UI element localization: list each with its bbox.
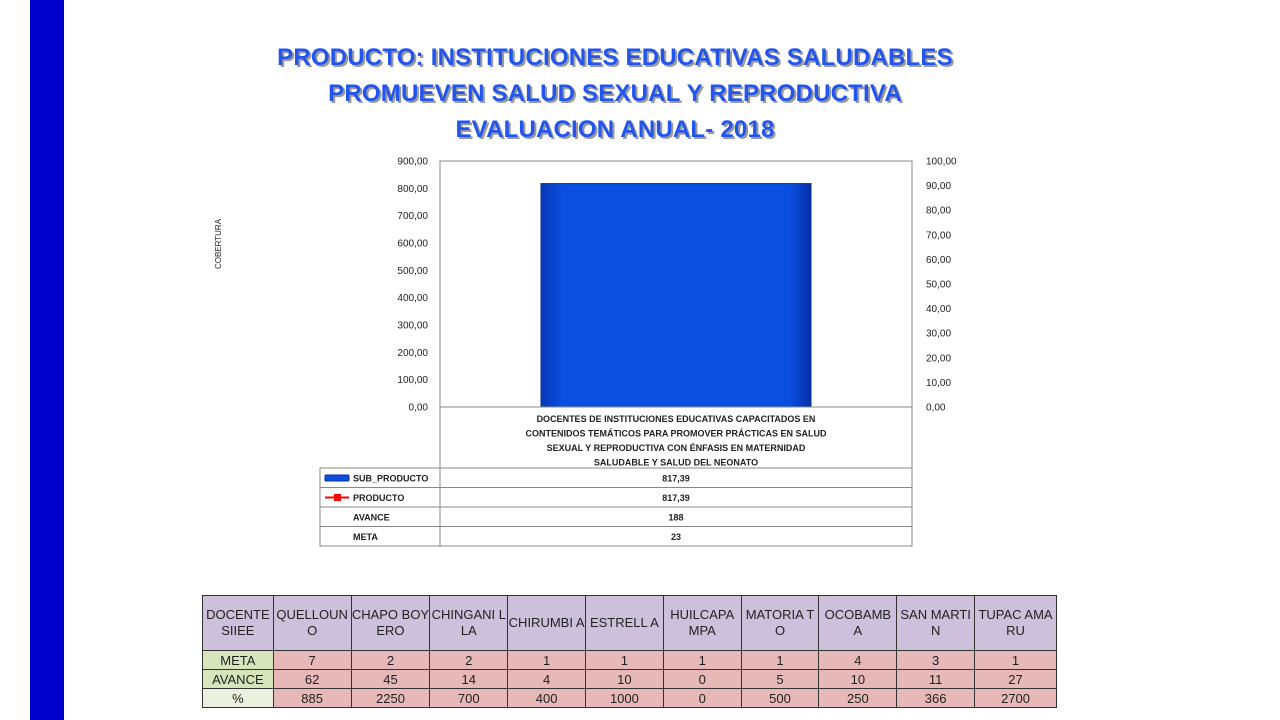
data-label: 23 (670, 532, 682, 542)
column-header: CHIRUMBI A (508, 596, 586, 651)
row-label: META (203, 651, 274, 670)
y2-tick-label: 60,00 (926, 254, 952, 266)
y2-tick-label: 20,00 (926, 353, 952, 365)
column-header: CHAPO BOYERO (351, 596, 430, 651)
table-cell: 250 (819, 689, 897, 708)
legend-label: AVANCE (353, 512, 390, 523)
y-tick-label: 100,00 (397, 375, 428, 387)
table-cell: 62 (273, 670, 351, 689)
category-label: SALUDABLE Y SALUD DEL NEONATO (593, 457, 759, 468)
table-cell: 1 (975, 651, 1057, 670)
y-tick-label: 0,00 (408, 402, 428, 414)
table-cell: 2 (430, 651, 508, 670)
column-header: MATORIA TO (741, 596, 819, 651)
table-row-percent (203, 689, 1057, 708)
title-line-1: PRODUCTO: INSTITUCIONES EDUCATIVAS SALUDABLES (277, 44, 953, 71)
category-label: SEXUAL Y REPRODUCTIVA CON ÉNFASIS EN MATERNIDAD (546, 443, 806, 453)
row-label: AVANCE (203, 670, 274, 689)
table-cell: 4 (508, 670, 586, 689)
y2-tick-label: 10,00 (926, 377, 952, 389)
legend-line-marker (334, 494, 341, 501)
column-header: OCOBAMB A (819, 596, 897, 651)
table-cell: 1 (508, 651, 586, 670)
y-tick-label: 900,00 (397, 156, 428, 168)
column-header: CHINGANI LLA (430, 596, 508, 651)
table-row-meta (203, 651, 1057, 670)
table-cell: 5 (741, 670, 819, 689)
table-cell: 400 (508, 689, 586, 708)
table-cell: 366 (897, 689, 975, 708)
legend-label: PRODUCTO (353, 493, 405, 503)
table-cell: 14 (430, 670, 508, 689)
y2-tick-label: 0,00 (926, 402, 946, 414)
column-header: ESTRELL A (586, 596, 664, 651)
table-header-label: DOCENTE SIIEE (203, 596, 274, 651)
table-cell: 2250 (351, 689, 430, 708)
table-header-row (203, 596, 1057, 651)
y-axis-label: COBERTURA (214, 218, 223, 270)
table-cell: 2 (351, 651, 430, 670)
y2-tick-label: 90,00 (926, 181, 952, 193)
y-tick-label: 200,00 (397, 347, 428, 359)
table-row-avance (203, 670, 1057, 689)
y-tick-label: 500,00 (397, 265, 428, 277)
title-line-2: PROMUEVEN SALUD SEXUAL Y REPRODUCTIVA (328, 80, 902, 107)
y-tick-label: 400,00 (397, 293, 428, 305)
column-header: SAN MARTIN (897, 596, 975, 651)
column-header: TUPAC AMARU (975, 596, 1057, 651)
bar-sub-producto (541, 184, 811, 407)
y2-tick-label: 30,00 (926, 328, 952, 340)
category-label: DOCENTES DE INSTITUCIONES EDUCATIVAS CAPACITADOS EN (536, 414, 816, 424)
table-cell: 1 (741, 651, 819, 670)
y2-tick-label: 100,00 (926, 156, 957, 168)
table-cell: 3 (897, 651, 975, 670)
y2-tick-label: 80,00 (926, 205, 952, 217)
table-cell: 7 (273, 651, 351, 670)
y-tick-label: 300,00 (397, 320, 428, 332)
table-cell: 500 (741, 689, 819, 708)
column-header: QUELLOUN O (273, 596, 351, 651)
table-cell: 10 (586, 670, 664, 689)
title-line-3: EVALUACION ANUAL- 2018 (455, 116, 775, 143)
legend-label: META (353, 532, 378, 542)
data-label: 188 (668, 512, 684, 523)
table-cell: 2700 (975, 689, 1057, 708)
column-header: HUILCAPA MPA (663, 596, 741, 651)
table-cell: 4 (819, 651, 897, 670)
table-cell: 700 (430, 689, 508, 708)
category-label: CONTENIDOS TEMÁTICOS PARA PROMOVER PRÁCTICAS EN SALUD (525, 428, 827, 439)
table-cell: 0 (663, 670, 741, 689)
table-cell: 1000 (586, 689, 664, 708)
y-tick-label: 600,00 (397, 238, 428, 250)
y2-tick-label: 70,00 (926, 230, 952, 242)
table-cell: 11 (897, 670, 975, 689)
legend-label: SUB_PRODUCTO (353, 473, 429, 484)
row-label: % (203, 689, 274, 708)
y2-tick-label: 50,00 (926, 279, 952, 291)
data-label: 817,39 (662, 473, 690, 484)
table-cell: 27 (975, 670, 1057, 689)
table-cell: 0 (663, 689, 741, 708)
data-label: 817,39 (662, 493, 690, 503)
docentes-table (202, 595, 1057, 708)
legend-cell (320, 527, 440, 547)
legend-bar-swatch (325, 475, 349, 481)
y-tick-label: 800,00 (397, 183, 428, 195)
table-cell: 1 (663, 651, 741, 670)
table-cell: 45 (351, 670, 430, 689)
table-cell: 10 (819, 670, 897, 689)
y2-tick-label: 40,00 (926, 304, 952, 316)
y-tick-label: 700,00 (397, 211, 428, 223)
table-cell: 1 (586, 651, 664, 670)
table-cell: 885 (273, 689, 351, 708)
